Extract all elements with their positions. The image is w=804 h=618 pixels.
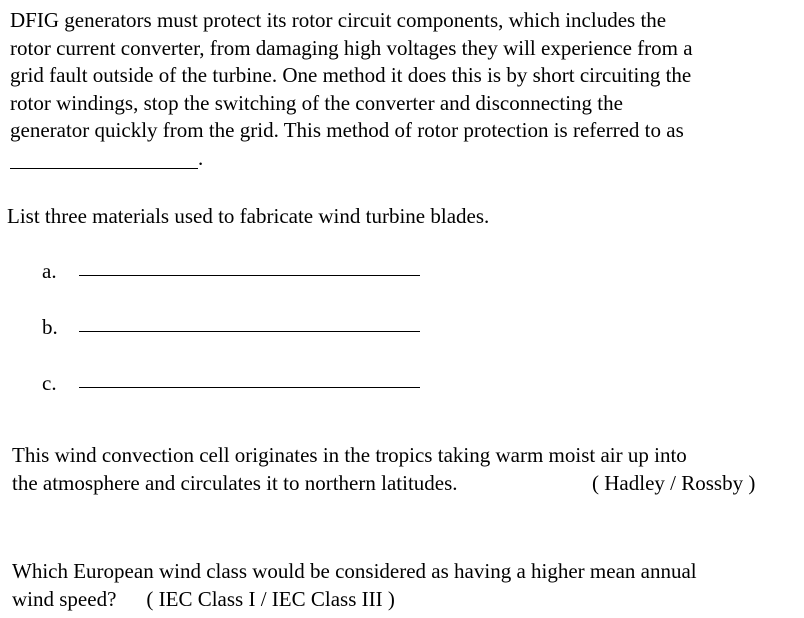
question-1-line: rotor windings, stop the switching of the converter and disconnecting the bbox=[10, 90, 623, 115]
question-1-line: grid fault outside of the turbine. One method it does this is by short circuiting the bbox=[10, 63, 692, 87]
question-2-prompt: List three materials used to fabricate wind turbine blades. bbox=[7, 204, 490, 228]
item-letter: a. bbox=[42, 259, 57, 283]
answer-item-c[interactable] bbox=[42, 371, 78, 395]
question-1-answer-blank[interactable] bbox=[10, 148, 203, 169]
question-4-line-2 bbox=[12, 585, 802, 613]
question-3-line-text: the atmosphere and circulates it to northern latitudes. bbox=[12, 471, 458, 495]
question-4-choices[interactable]: ( IEC Class I / IEC Class III ) bbox=[146, 587, 395, 611]
item-letter: b. bbox=[42, 315, 58, 339]
answer-item-b[interactable] bbox=[42, 315, 78, 339]
question-3-line-2 bbox=[12, 469, 798, 497]
answer-item-a[interactable] bbox=[42, 259, 78, 283]
answer-line bbox=[79, 275, 420, 276]
question-1-line: DFIG generators must protect its rotor circuit components, which includes the bbox=[10, 8, 667, 32]
question-3-choices[interactable]: ( Hadley / Rossby ) bbox=[592, 471, 756, 495]
question-4-line: Which European wind class would be considered as having a higher mean annual bbox=[12, 559, 697, 583]
answer-line bbox=[79, 331, 420, 332]
item-letter: c. bbox=[42, 371, 57, 395]
question-1-text bbox=[10, 7, 796, 145]
question-4-text bbox=[12, 557, 802, 613]
answer-blank-period: . bbox=[198, 146, 204, 170]
question-1-line: rotor current converter, from damaging high voltages they will experience from a bbox=[10, 35, 693, 60]
answer-line bbox=[10, 148, 198, 169]
answer-line bbox=[79, 387, 420, 388]
question-1-line: generator quickly from the grid. This method of rotor protection is referred to as bbox=[10, 118, 684, 142]
question-4-line-text: wind speed? bbox=[12, 587, 117, 611]
question-3-line: This wind convection cell originates in the tropics taking warm moist air up into bbox=[12, 443, 687, 467]
question-3-text bbox=[12, 441, 798, 497]
